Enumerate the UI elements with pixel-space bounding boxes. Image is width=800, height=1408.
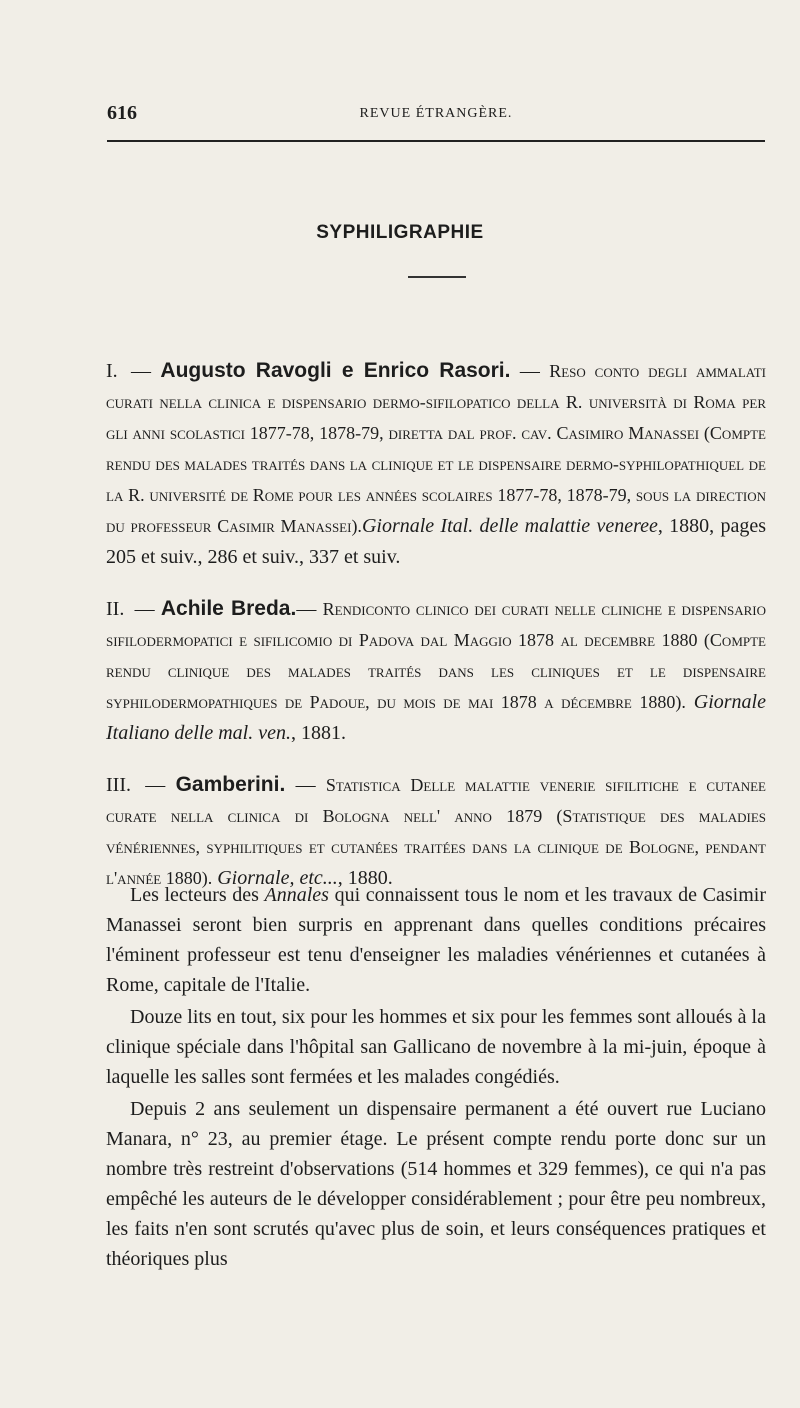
reference-journal: Giornale, etc... [212,867,338,889]
reference-separator: — [121,360,161,382]
paragraph [106,1002,766,1092]
reference-separator: — [134,774,176,796]
paragraph-italic: Annales [264,884,329,906]
reference-number: III. [106,774,131,796]
reference-journal: Giornale Italiano delle mal. ven. [106,691,766,744]
reference-item [106,769,766,894]
reference-details: , 1880. [337,867,393,889]
paragraph [106,1094,766,1274]
paragraph [106,880,766,1000]
reference-title: Statistica Delle malattie venerie sifilitiche e cutanee curate nella clinica di Bologna nell' anno 1879 (Statistique des maladies vénériennes, syphilitiques et cutanées traitées dans la clinique de Bologne, pendant l'année 1880). [106,775,766,888]
reference-list [106,335,766,900]
reference-details: , 1881. [290,722,346,744]
page-header [107,102,765,132]
header-rule [107,140,765,142]
reference-number: II. [106,598,125,620]
reference-journal: Giornale Ital. delle malattie veneree [361,515,658,537]
reference-item [106,355,766,573]
reference-author: Augusto Ravogli e Enrico Rasori. [160,359,511,382]
paragraph-text: qui connaissent tous le nom et les travaux de Casimir Manassei seront bien surpris en apprenant dans quelles conditions précaires l'éminent professeur est tenu d'enseigner les maladies vénériennes et cutanées à Rome, capitale de l'Italie. [106,884,766,996]
reference-title: Rendiconto clinico dei curati nelle cliniche e dispensario sifilodermopatici e sifilicomio di Padova dal Maggio 1878 al decembre 1880 (Compte rendu clinique des malades traités dans les cliniques et le dispensaire syphilodermopathiques de Padoue, du mois de mai 1878 a décembre 1880). [106,599,767,712]
reference-author: Gamberini. [175,773,286,796]
reference-title: Reso conto degli ammalati curati nella clinica e dispensario dermo-sifilopatico della R. università di Roma per gli anni scolastici 1877-78, 1878-79, diretta dal prof. cav. Casimiro Manassei (Compte rendu des malades traités dans la clinique et le dispensaire dermo-syphilopathiquel de la R. université de Rome pour les années scolaires 1877-78, 1878-79, sous la direction du professeur Casimir Manassei). [106,361,767,536]
paragraph-text: Douze lits en tout, six pour les hommes et six pour les femmes sont alloués à la clinique spéciale dans l'hôpital san Gallicano de novembre à la mi-juin, époque à laquelle les salles sont fermées et les malades congédiés. [106,1006,766,1088]
body-text [106,880,766,1276]
reference-separator: — [285,774,326,796]
reference-number: I. [106,360,118,382]
paragraph-text: Depuis 2 ans seulement un dispensaire permanent a été ouvert rue Luciano Manara, n° 23, au premier étage. Le présent compte rendu porte donc sur un nombre très restreint d'observations (514 hommes et 329 femmes), ce qui n'a pas empêché les auteurs de le développer considérablement ; pour être peu nombreux, les faits n'en sont scrutés qu'avec plus de soin, et leurs conséquences pratiques et théoriques plus [106,1098,766,1270]
reference-author: Achile Breda. [160,597,297,620]
reference-item [106,593,766,749]
paragraph-text: Les lecteurs des [130,884,265,906]
reference-separator: — [128,598,161,620]
running-head: REVUE ÉTRANGÈRE. [359,106,513,121]
reference-separator: — [296,598,323,620]
reference-details: , 1880, pages 205 et suiv., 286 et suiv., 337 et suiv. [106,515,766,568]
reference-separator: — [510,360,550,382]
title-rule [408,276,466,278]
page-number: 616 [107,102,137,124]
section-title: SYPHILIGRAPHIE [316,222,484,243]
